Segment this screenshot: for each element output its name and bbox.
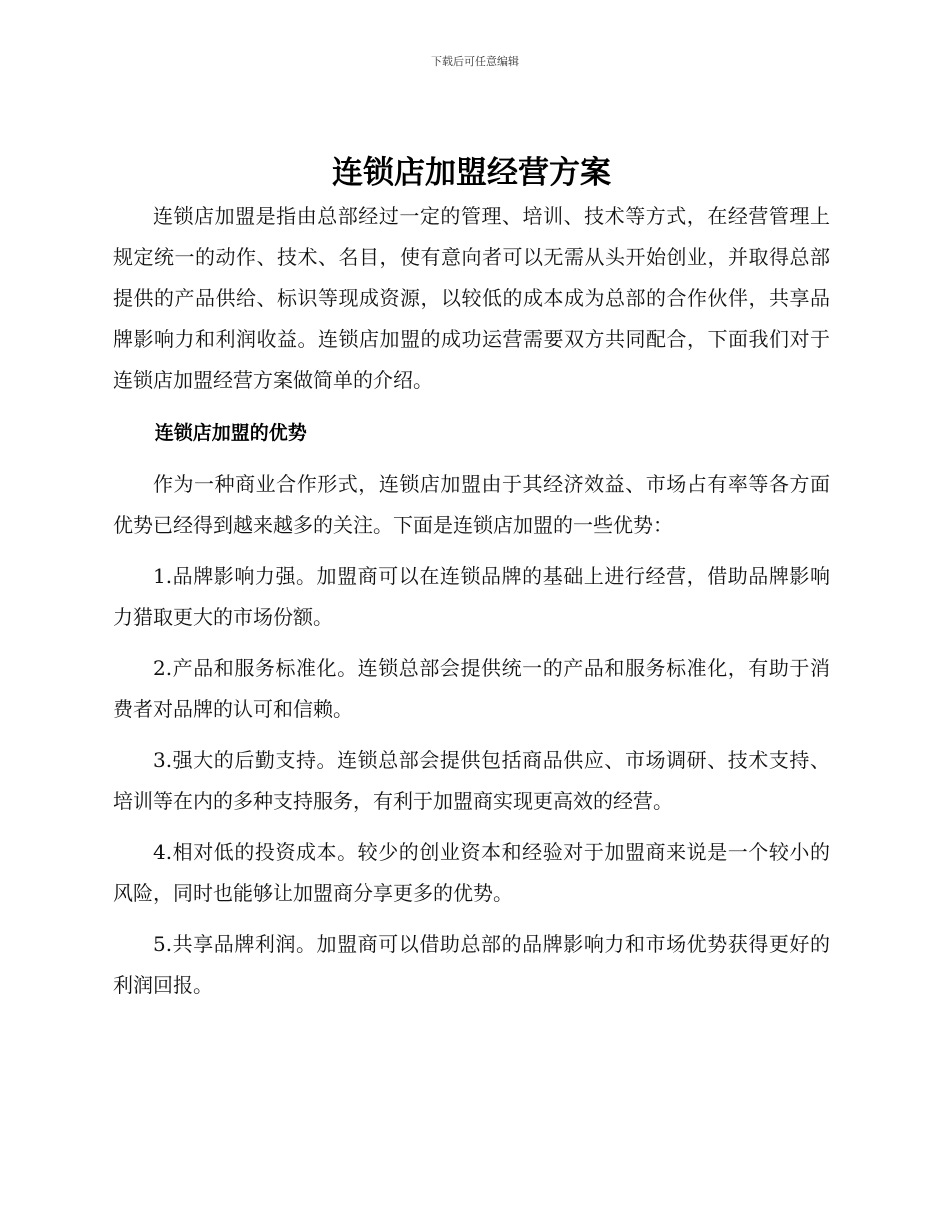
header-note: 下载后可任意编辑	[431, 55, 519, 68]
advantage-item-4: 4.相对低的投资成本。较少的创业资本和经验对于加盟商来说是一个较小的风险，同时也能够让加盟商分享更多的优势。	[113, 840, 830, 905]
advantage-item-5: 5.共享品牌利润。加盟商可以借助总部的品牌影响力和市场优势获得更好的利润回报。	[113, 932, 830, 997]
section-heading: 连锁店加盟的优势	[154, 422, 307, 444]
intro-paragraph: 连锁店加盟是指由总部经过一定的管理、培训、技术等方式，在经营管理上规定统一的动作、技术、名目，使有意向者可以无需从头开始创业，并取得总部提供的产品供给、标识等现成资源，以较低的成本成为总部的合作伙伴，共享品牌影响力和利润收益。连锁店加盟的成功运营需要双方共同配合，下面我们对于连锁店加盟经营方案做简单的介绍。	[113, 204, 830, 392]
section-lead-paragraph: 作为一种商业合作形式，连锁店加盟由于其经济效益、市场占有率等各方面优势已经得到越来越多的关注。下面是连锁店加盟的一些优势：	[113, 472, 830, 537]
document-body	[113, 150, 830, 1016]
document-title: 连锁店加盟经营方案	[332, 155, 611, 191]
advantage-item-1: 1.品牌影响力强。加盟商可以在连锁品牌的基础上进行经营，借助品牌影响力猎取更大的市场份额。	[113, 564, 830, 629]
advantage-item-3: 3.强大的后勤支持。连锁总部会提供包括商品供应、市场调研、技术支持、培训等在内的多种支持服务，有利于加盟商实现更高效的经营。	[113, 748, 830, 813]
advantage-item-2: 2.产品和服务标准化。连锁总部会提供统一的产品和服务标准化，有助于消费者对品牌的认可和信赖。	[113, 656, 830, 721]
